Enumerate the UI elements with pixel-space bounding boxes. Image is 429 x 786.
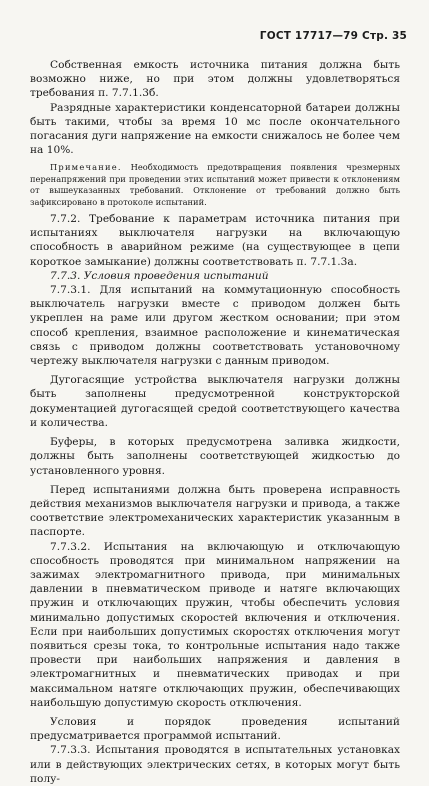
paragraph-test-program: Условия и порядок проведения испытаний предусматривается программой испытаний.	[30, 715, 400, 743]
note-lead: Примечание.	[50, 162, 122, 173]
section-heading-7-7-3: 7.7.3. Условия проведения испытаний	[50, 269, 269, 282]
note	[30, 162, 400, 208]
paragraph-arc-devices: Дугогасящие устройства выключателя нагрузки должны быть заполнены предусмотренной конструкторской документацией дугогасящей средой соответствующего качества и количества.	[30, 374, 400, 429]
paragraph-buffers: Буферы, в которых предусмотрена заливка жидкости, должны быть заполнены соответствующей жидкостью до установленного уровня.	[30, 436, 400, 477]
paragraph-7-7-3-3: 7.7.3.3. Испытания проводятся в испытательных установках или в действующих электрических сетях, в которых могут быть полу-	[30, 744, 400, 785]
page-header: ГОСТ 17717—79 Стр. 35	[259, 30, 407, 42]
paragraph-discharge: Разрядные характеристики конденсаторной батареи должны быть такими, чтобы за время 10 мс после окончательного погасания дуги напряжение на емкости снижалось не более чем на 10%.	[30, 101, 400, 157]
paragraph-7-7-3-2: 7.7.3.2. Испытания на включающую и отключающую способность проводятся при минимальном напряжении на зажимах электромагнитного привода, при минимальных давлении в пневматическом приводе и натяге включающих пружин и отключающих пружин, чтобы обеспечить условия минимально допустимых скоростей включения и отключения. Если при наибольших допустимых скоростях отключения могут появиться срезы тока, то контрольные испытания надо также провести при наибольших напряжения и давления в электромагнитных и пневматических приводах и при максимальном натяге отключающих пружин, обеспечивающих наибольшую допустимую скорость отключения.	[30, 540, 400, 709]
paragraph-7-7-2: 7.7.2. Требование к параметрам источника питания при испытаниях выключателя нагрузки на включающую способность в аварийном режиме (на существующее в цепи короткое замыкание) должны соответствовать п. 7.7.1.3а.	[30, 213, 400, 268]
paragraph-capacitance: Собственная емкость источника питания должна быть возможно ниже, но при этом должны удовлетворяться требования п. 7.7.1.3б.	[30, 59, 400, 100]
paragraph-7-7-3-1: 7.7.3.1. Для испытаний на коммутационную способность выключатель нагрузки вместе с приводом должен быть укреплен на раме или другом жестком основании; при этом способ крепления, взаимное расположение и кинематическая связь с приводом должны соответствовать установочному чертежу выключателя нагрузки с данным приводом.	[30, 284, 400, 368]
paragraph-pretest-check: Перед испытаниями должна быть проверена исправность действия механизмов выключателя нагрузки и привода, а также соответствие электромеханических характеристик указанным в паспорте.	[30, 483, 400, 539]
page-body	[30, 58, 400, 786]
note-text: Необходимость предотвращения появления чрезмерных перенапряжений при проведении этих испытаний может привести к отклонениям от вышеуказанных требований. Отклонение от требований должно быть зафиксировано в протоколе испытаний.	[30, 162, 400, 207]
